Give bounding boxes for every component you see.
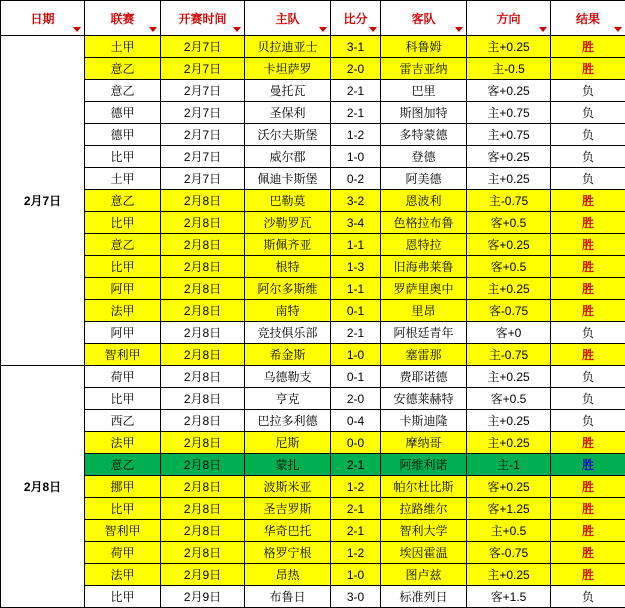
cell-dir: 主-0.5 xyxy=(467,58,551,80)
table-row xyxy=(1,58,625,80)
cell-league: 比甲 xyxy=(85,586,161,608)
cell-result: 负 xyxy=(551,410,625,432)
filter-arrow-icon[interactable] xyxy=(614,27,622,32)
cell-result: 胜 xyxy=(551,58,625,80)
cell-score: 2-1 xyxy=(331,322,381,344)
cell-league: 法甲 xyxy=(85,432,161,454)
table-row xyxy=(1,190,625,212)
cell-time: 2月8日 xyxy=(161,542,245,564)
cell-result: 负 xyxy=(551,146,625,168)
cell-dir: 主+0.5 xyxy=(467,520,551,542)
cell-time: 2月8日 xyxy=(161,476,245,498)
cell-league: 意乙 xyxy=(85,454,161,476)
cell-result: 胜 xyxy=(551,432,625,454)
cell-result: 胜 xyxy=(551,476,625,498)
cell-dir: 主+0.25 xyxy=(467,278,551,300)
col-score[interactable] xyxy=(331,1,381,36)
table-row xyxy=(1,454,625,476)
cell-score: 0-0 xyxy=(331,432,381,454)
cell-time: 2月9日 xyxy=(161,564,245,586)
cell-result: 胜 xyxy=(551,498,625,520)
cell-time: 2月8日 xyxy=(161,410,245,432)
col-direction-label: 方向 xyxy=(496,10,520,27)
table-row xyxy=(1,542,625,564)
cell-score: 1-2 xyxy=(331,542,381,564)
table-row xyxy=(1,80,625,102)
cell-time: 2月7日 xyxy=(161,102,245,124)
cell-away: 塞雷那 xyxy=(381,344,467,366)
cell-home: 曼托瓦 xyxy=(245,80,331,102)
cell-away: 标准列日 xyxy=(381,586,467,608)
table-row xyxy=(1,410,625,432)
cell-league: 挪甲 xyxy=(85,476,161,498)
cell-score: 0-2 xyxy=(331,168,381,190)
cell-league: 德甲 xyxy=(85,124,161,146)
table-row xyxy=(1,36,625,58)
table-row xyxy=(1,234,625,256)
cell-home: 尼斯 xyxy=(245,432,331,454)
cell-result: 负 xyxy=(551,124,625,146)
cell-league: 土甲 xyxy=(85,36,161,58)
cell-time: 2月7日 xyxy=(161,36,245,58)
cell-dir: 客+0.5 xyxy=(467,388,551,410)
cell-home: 竞技俱乐部 xyxy=(245,322,331,344)
cell-result: 负 xyxy=(551,102,625,124)
table-row xyxy=(1,520,625,542)
cell-away: 安德莱赫特 xyxy=(381,388,467,410)
table-header xyxy=(1,1,625,36)
cell-result: 胜 xyxy=(551,36,625,58)
cell-home: 布鲁日 xyxy=(245,586,331,608)
col-away[interactable] xyxy=(381,1,467,36)
cell-league: 智利甲 xyxy=(85,520,161,542)
cell-home: 巴拉多利德 xyxy=(245,410,331,432)
filter-arrow-icon[interactable] xyxy=(149,27,157,32)
cell-home: 圣保利 xyxy=(245,102,331,124)
cell-dir: 主+0.25 xyxy=(467,432,551,454)
cell-dir: 客+1.25 xyxy=(467,498,551,520)
cell-score: 1-1 xyxy=(331,278,381,300)
cell-away: 智利大学 xyxy=(381,520,467,542)
cell-dir: 主+0.75 xyxy=(467,124,551,146)
table-row xyxy=(1,586,625,608)
cell-score: 1-0 xyxy=(331,146,381,168)
col-time-label: 开赛时间 xyxy=(178,10,226,27)
cell-result: 胜 xyxy=(551,278,625,300)
cell-result: 负 xyxy=(551,388,625,410)
cell-time: 2月8日 xyxy=(161,498,245,520)
cell-dir: 主+0.25 xyxy=(467,168,551,190)
cell-time: 2月8日 xyxy=(161,432,245,454)
cell-dir: 主-1 xyxy=(467,454,551,476)
filter-arrow-icon[interactable] xyxy=(233,27,241,32)
cell-dir: 主+0.25 xyxy=(467,36,551,58)
cell-result: 负 xyxy=(551,322,625,344)
cell-league: 比甲 xyxy=(85,212,161,234)
cell-dir: 客+0.25 xyxy=(467,80,551,102)
cell-league: 土甲 xyxy=(85,168,161,190)
cell-time: 2月9日 xyxy=(161,586,245,608)
cell-result: 胜 xyxy=(551,190,625,212)
cell-dir: 客-0.75 xyxy=(467,542,551,564)
cell-league: 意乙 xyxy=(85,234,161,256)
filter-arrow-icon[interactable] xyxy=(369,27,377,32)
col-away-label: 客队 xyxy=(411,10,435,27)
cell-league: 意乙 xyxy=(85,80,161,102)
cell-time: 2月8日 xyxy=(161,520,245,542)
table-row xyxy=(1,344,625,366)
cell-home: 昂热 xyxy=(245,564,331,586)
cell-result: 胜 xyxy=(551,256,625,278)
cell-league: 西乙 xyxy=(85,410,161,432)
table-row xyxy=(1,388,625,410)
table-body xyxy=(1,36,625,608)
cell-home: 威尔郡 xyxy=(245,146,331,168)
cell-time: 2月8日 xyxy=(161,212,245,234)
cell-home: 斯佩齐亚 xyxy=(245,234,331,256)
cell-result: 负 xyxy=(551,586,625,608)
cell-dir: 客+0 xyxy=(467,322,551,344)
cell-dir: 主-0.75 xyxy=(467,190,551,212)
cell-league: 比甲 xyxy=(85,256,161,278)
cell-league: 意乙 xyxy=(85,58,161,80)
cell-dir: 客+0.5 xyxy=(467,212,551,234)
col-home-label: 主队 xyxy=(275,10,299,27)
cell-league: 智利甲 xyxy=(85,344,161,366)
table-row xyxy=(1,102,625,124)
cell-home: 南特 xyxy=(245,300,331,322)
cell-dir: 客+1.5 xyxy=(467,586,551,608)
cell-league: 阿甲 xyxy=(85,322,161,344)
cell-home: 华奇巴托 xyxy=(245,520,331,542)
cell-dir: 主+0.25 xyxy=(467,410,551,432)
cell-away: 巴里 xyxy=(381,80,467,102)
cell-away: 科鲁姆 xyxy=(381,36,467,58)
cell-away: 罗萨里奥中 xyxy=(381,278,467,300)
cell-away: 阿根廷青年 xyxy=(381,322,467,344)
table-row xyxy=(1,476,625,498)
cell-result: 胜 xyxy=(551,564,625,586)
filter-arrow-icon[interactable] xyxy=(539,27,547,32)
table-row xyxy=(1,366,625,388)
cell-score: 3-4 xyxy=(331,212,381,234)
cell-dir: 客-0.75 xyxy=(467,300,551,322)
cell-away: 阿维利诺 xyxy=(381,454,467,476)
cell-time: 2月8日 xyxy=(161,454,245,476)
cell-time: 2月8日 xyxy=(161,190,245,212)
cell-time: 2月7日 xyxy=(161,58,245,80)
cell-score: 1-0 xyxy=(331,564,381,586)
cell-home: 希金斯 xyxy=(245,344,331,366)
cell-result: 胜 xyxy=(551,234,625,256)
table-row xyxy=(1,278,625,300)
table-row xyxy=(1,168,625,190)
cell-home: 卡坦萨罗 xyxy=(245,58,331,80)
cell-away: 拉路维尔 xyxy=(381,498,467,520)
cell-home: 乌德勒支 xyxy=(245,366,331,388)
cell-dir: 客+0.25 xyxy=(467,234,551,256)
table-row xyxy=(1,564,625,586)
cell-result: 胜 xyxy=(551,520,625,542)
cell-home: 佩迪卡斯堡 xyxy=(245,168,331,190)
cell-home: 圣吉罗斯 xyxy=(245,498,331,520)
cell-away: 埃因霍温 xyxy=(381,542,467,564)
cell-score: 2-0 xyxy=(331,58,381,80)
cell-result: 负 xyxy=(551,80,625,102)
table-row xyxy=(1,322,625,344)
col-score-label: 比分 xyxy=(343,10,367,27)
cell-dir: 客+0.25 xyxy=(467,476,551,498)
cell-time: 2月7日 xyxy=(161,124,245,146)
cell-away: 雷吉亚纳 xyxy=(381,58,467,80)
cell-time: 2月8日 xyxy=(161,278,245,300)
cell-league: 比甲 xyxy=(85,146,161,168)
cell-home: 根特 xyxy=(245,256,331,278)
cell-time: 2月8日 xyxy=(161,300,245,322)
cell-league: 比甲 xyxy=(85,388,161,410)
cell-away: 图卢兹 xyxy=(381,564,467,586)
cell-result: 胜 xyxy=(551,300,625,322)
cell-time: 2月8日 xyxy=(161,388,245,410)
cell-home: 亨克 xyxy=(245,388,331,410)
table-row xyxy=(1,432,625,454)
cell-score: 0-1 xyxy=(331,366,381,388)
cell-dir: 主+0.75 xyxy=(467,102,551,124)
cell-home: 阿尔多斯维 xyxy=(245,278,331,300)
filter-arrow-icon[interactable] xyxy=(73,27,81,32)
table-row xyxy=(1,124,625,146)
col-direction[interactable] xyxy=(467,1,551,36)
cell-score: 1-2 xyxy=(331,476,381,498)
col-home[interactable] xyxy=(245,1,331,36)
filter-arrow-icon[interactable] xyxy=(319,27,327,32)
cell-away: 帕尔杜比斯 xyxy=(381,476,467,498)
cell-time: 2月8日 xyxy=(161,322,245,344)
cell-score: 1-3 xyxy=(331,256,381,278)
cell-home: 蒙扎 xyxy=(245,454,331,476)
cell-league: 荷甲 xyxy=(85,366,161,388)
cell-time: 2月8日 xyxy=(161,234,245,256)
cell-time: 2月7日 xyxy=(161,80,245,102)
cell-score: 2-0 xyxy=(331,388,381,410)
cell-league: 法甲 xyxy=(85,300,161,322)
col-league[interactable] xyxy=(85,1,161,36)
filter-arrow-icon[interactable] xyxy=(455,27,463,32)
cell-dir: 主+0.25 xyxy=(467,366,551,388)
cell-score: 2-1 xyxy=(331,520,381,542)
table-row xyxy=(1,498,625,520)
cell-league: 比甲 xyxy=(85,498,161,520)
cell-home: 格罗宁根 xyxy=(245,542,331,564)
col-date[interactable] xyxy=(1,1,85,36)
cell-away: 斯图加特 xyxy=(381,102,467,124)
cell-league: 德甲 xyxy=(85,102,161,124)
col-time[interactable] xyxy=(161,1,245,36)
cell-league: 荷甲 xyxy=(85,542,161,564)
cell-away: 色格拉布鲁 xyxy=(381,212,467,234)
cell-away: 登德 xyxy=(381,146,467,168)
cell-result: 胜 xyxy=(551,212,625,234)
cell-dir: 客+0.25 xyxy=(467,146,551,168)
cell-time: 2月8日 xyxy=(161,366,245,388)
cell-result: 胜 xyxy=(551,344,625,366)
cell-away: 阿美德 xyxy=(381,168,467,190)
cell-result: 胜 xyxy=(551,542,625,564)
cell-away: 里昂 xyxy=(381,300,467,322)
cell-result: 负 xyxy=(551,168,625,190)
col-league-label: 联赛 xyxy=(110,10,134,27)
cell-away: 恩波利 xyxy=(381,190,467,212)
cell-score: 3-2 xyxy=(331,190,381,212)
cell-score: 0-1 xyxy=(331,300,381,322)
table-row xyxy=(1,300,625,322)
cell-away: 费耶诺德 xyxy=(381,366,467,388)
cell-dir: 客+0.5 xyxy=(467,256,551,278)
cell-league: 法甲 xyxy=(85,564,161,586)
cell-result: 胜 xyxy=(551,454,625,476)
cell-time: 2月8日 xyxy=(161,344,245,366)
col-date-label: 日期 xyxy=(30,10,54,27)
cell-league: 意乙 xyxy=(85,190,161,212)
table-row xyxy=(1,146,625,168)
cell-score: 2-1 xyxy=(331,498,381,520)
cell-time: 2月7日 xyxy=(161,168,245,190)
cell-score: 2-1 xyxy=(331,102,381,124)
cell-score: 3-0 xyxy=(331,586,381,608)
cell-score: 1-2 xyxy=(331,124,381,146)
cell-score: 3-1 xyxy=(331,36,381,58)
date-group-cell: 2月7日 xyxy=(1,36,85,366)
cell-dir: 主+0.25 xyxy=(467,564,551,586)
cell-away: 恩特拉 xyxy=(381,234,467,256)
cell-score: 1-1 xyxy=(331,234,381,256)
cell-away: 摩纳哥 xyxy=(381,432,467,454)
cell-time: 2月7日 xyxy=(161,146,245,168)
cell-dir: 主-0.75 xyxy=(467,344,551,366)
cell-score: 1-0 xyxy=(331,344,381,366)
cell-home: 沙勒罗瓦 xyxy=(245,212,331,234)
cell-home: 巴勒莫 xyxy=(245,190,331,212)
table-row xyxy=(1,212,625,234)
cell-league: 阿甲 xyxy=(85,278,161,300)
date-group-cell: 2月8日 xyxy=(1,366,85,608)
cell-result: 负 xyxy=(551,366,625,388)
cell-time: 2月8日 xyxy=(161,256,245,278)
col-result-label: 结果 xyxy=(576,10,600,27)
col-result[interactable] xyxy=(551,1,625,36)
cell-score: 2-1 xyxy=(331,80,381,102)
table-row xyxy=(1,256,625,278)
cell-away: 卡斯迪隆 xyxy=(381,410,467,432)
cell-score: 2-1 xyxy=(331,454,381,476)
cell-away: 旧海弗莱鲁 xyxy=(381,256,467,278)
cell-away: 多特蒙德 xyxy=(381,124,467,146)
cell-score: 0-4 xyxy=(331,410,381,432)
cell-home: 沃尔夫斯堡 xyxy=(245,124,331,146)
cell-home: 波斯米亚 xyxy=(245,476,331,498)
cell-home: 贝拉迪亚士 xyxy=(245,36,331,58)
